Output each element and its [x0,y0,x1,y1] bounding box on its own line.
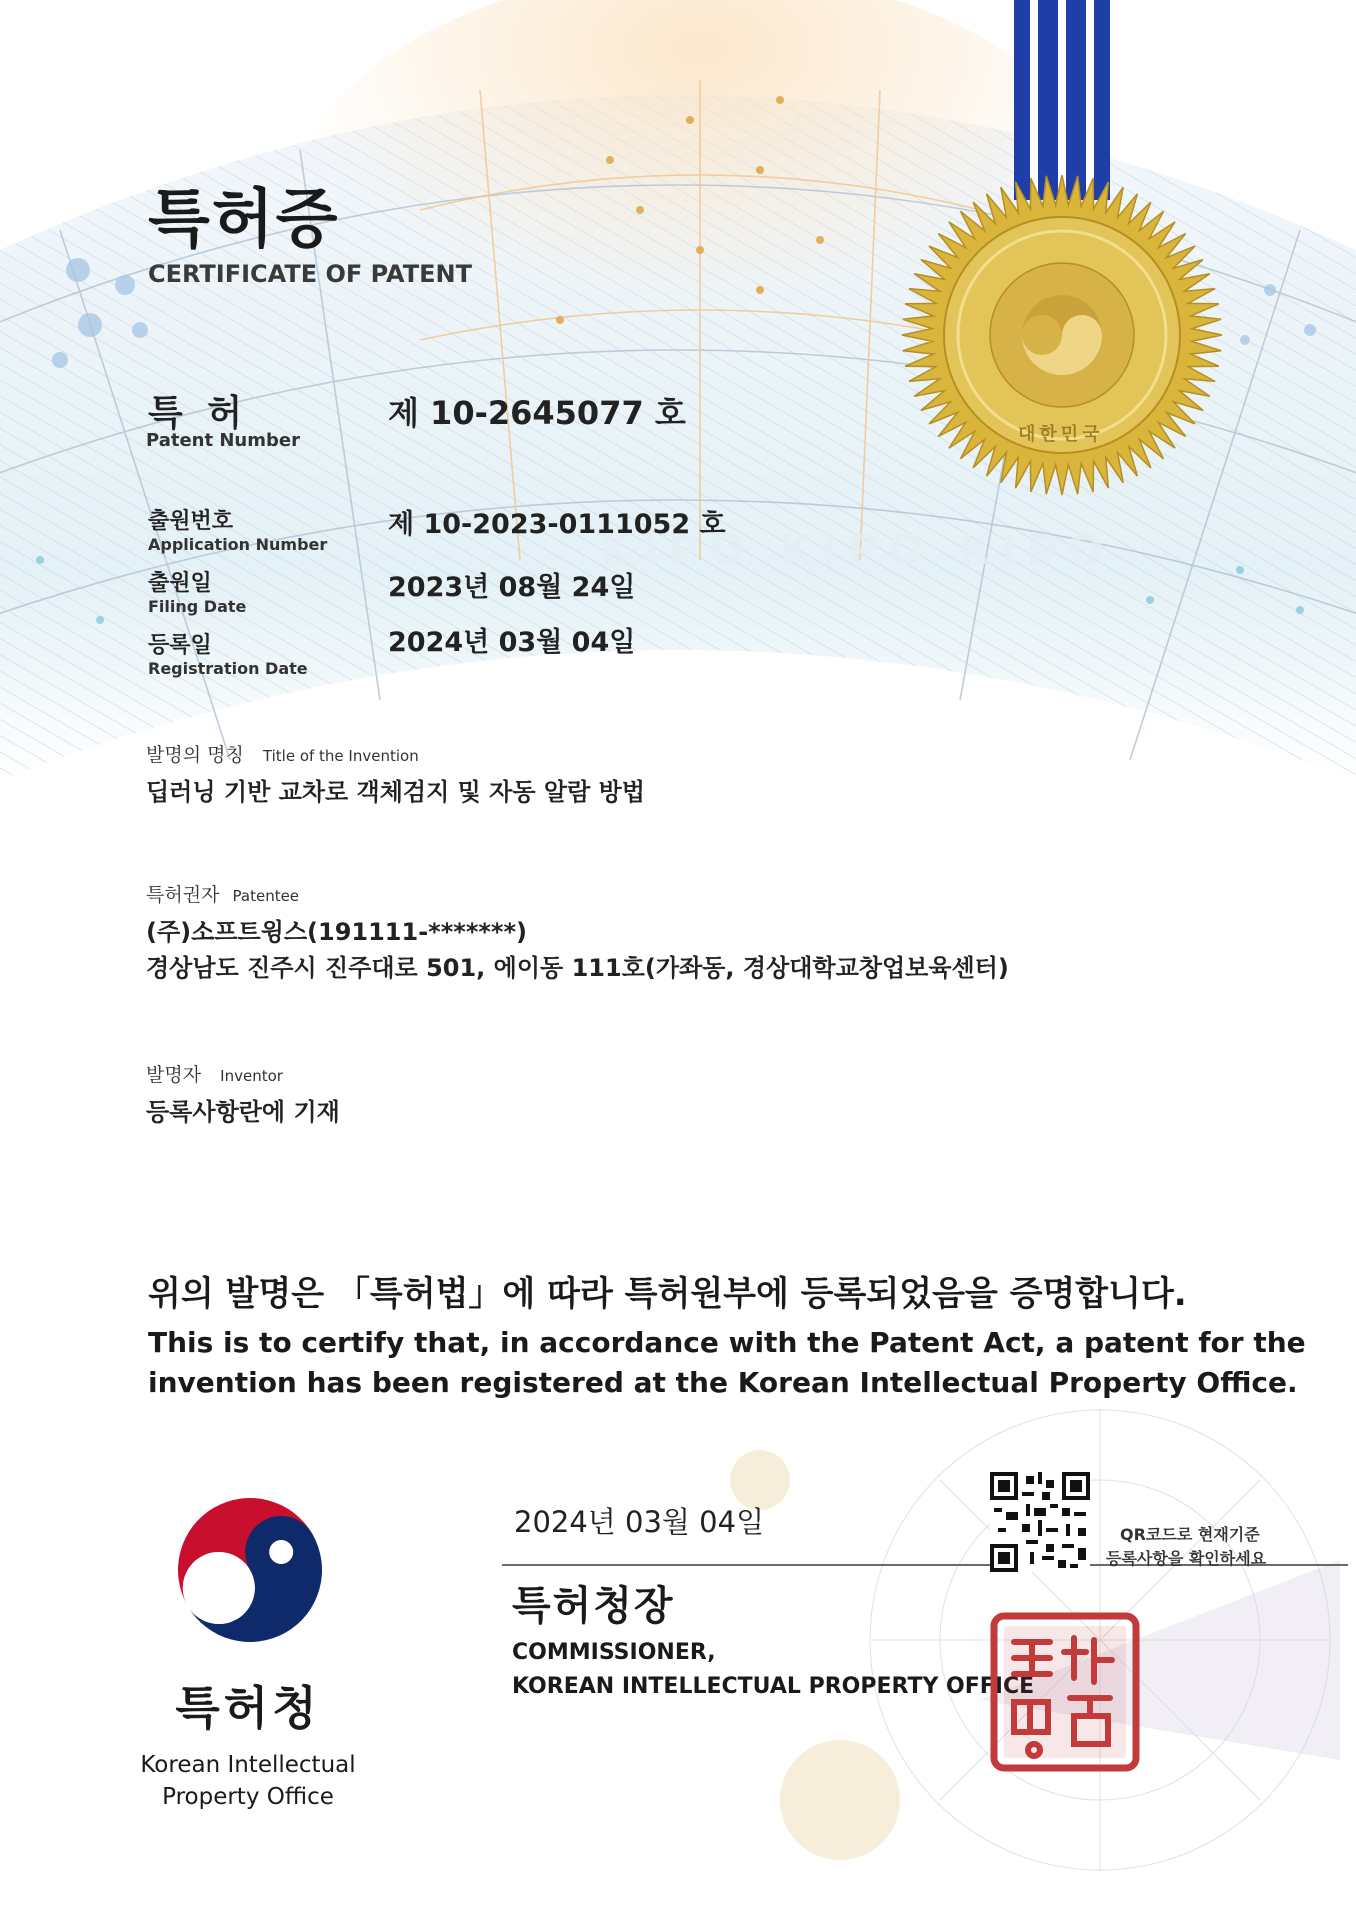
filing-date-value: 2023년 08월 24일 [388,572,636,603]
registration-date-value: 2024년 03월 04일 [388,627,636,658]
registration-date-label: 등록일 [148,633,212,658]
invention-title: 딥러닝 기반 교차로 객체검지 및 자동 알람 방법 [146,778,645,806]
inventor-section-label [146,1060,283,1087]
certification-text-en-1: This is to certify that, in accordance with the Patent Act, a patent for the [148,1326,1306,1359]
page-title: 특허증 [148,183,340,257]
issue-date: 2024년 03월 04일 [514,1505,765,1539]
page-subtitle: CERTIFICATE OF PATENT [148,260,472,288]
commissioner-title-en-1: COMMISSIONER, [512,1640,716,1665]
certification-text-en-2: invention has been registered at the Korean Intellectual Property Office. [148,1366,1298,1399]
inventor-label-en: Inventor [220,1067,283,1085]
invention-label-en: Title of the Invention [262,747,419,765]
registration-date-label-en: Registration Date [148,659,308,678]
kipo-watermark: KIPO KIPO KIPO [600,525,1114,574]
commissioner-title: 특허청장 [512,1583,675,1629]
seal-text: 대한민국 [1018,424,1104,445]
qr-code-icon[interactable] [990,1472,1090,1572]
inventor-value: 등록사항란에 기재 [146,1098,340,1126]
ribbon [1014,0,1110,200]
patent-number-value: 제 10-2645077 호 [388,394,686,432]
certification-text-ko: 위의 발명은 「특허법」에 따라 특허원부에 등록되었음을 증명합니다. [148,1274,1187,1314]
stamp-text [1000,1770,1005,1771]
invention-label: 발명의 명칭 [146,744,244,766]
filing-date-label: 출원일 [148,571,212,596]
patentee-name: (주)소프트윙스(191111-*******) [146,918,527,946]
agency-name-en-2: Property Office [162,1784,334,1810]
application-number-label-en: Application Number [148,535,328,554]
patent-number-label-en: Patent Number [146,430,300,451]
commissioner-title-en-2: KOREAN INTELLECTUAL PROPERTY OFFICE [512,1674,1035,1699]
qr-note-1: QR코드로 현재기준 [1120,1525,1260,1544]
taegeuk-logo-icon [170,1490,330,1650]
patentee-label-en: Patentee [232,887,300,905]
official-stamp-icon [990,1612,1140,1772]
qr-note-2: 등록사항을 확인하세요 [1106,1549,1267,1568]
agency-name: 특허청 [175,1681,321,1735]
patentee-section-label [146,880,299,907]
application-number-value: 제 10-2023-0111052 호 [388,509,726,540]
filing-date-label-en: Filing Date [148,597,247,616]
inventor-label: 발명자 [146,1064,202,1086]
application-number-label: 출원번호 [148,509,234,534]
invention-section-label [146,740,419,767]
patentee-label: 특허권자 [146,884,220,906]
patent-number-label: 특 허 [148,393,249,434]
agency-name-en-1: Korean Intellectual [140,1752,356,1778]
patentee-address: 경상남도 진주시 진주대로 501, 에이동 111호(가좌동, 경상대학교창업보육센터) [146,954,1009,982]
